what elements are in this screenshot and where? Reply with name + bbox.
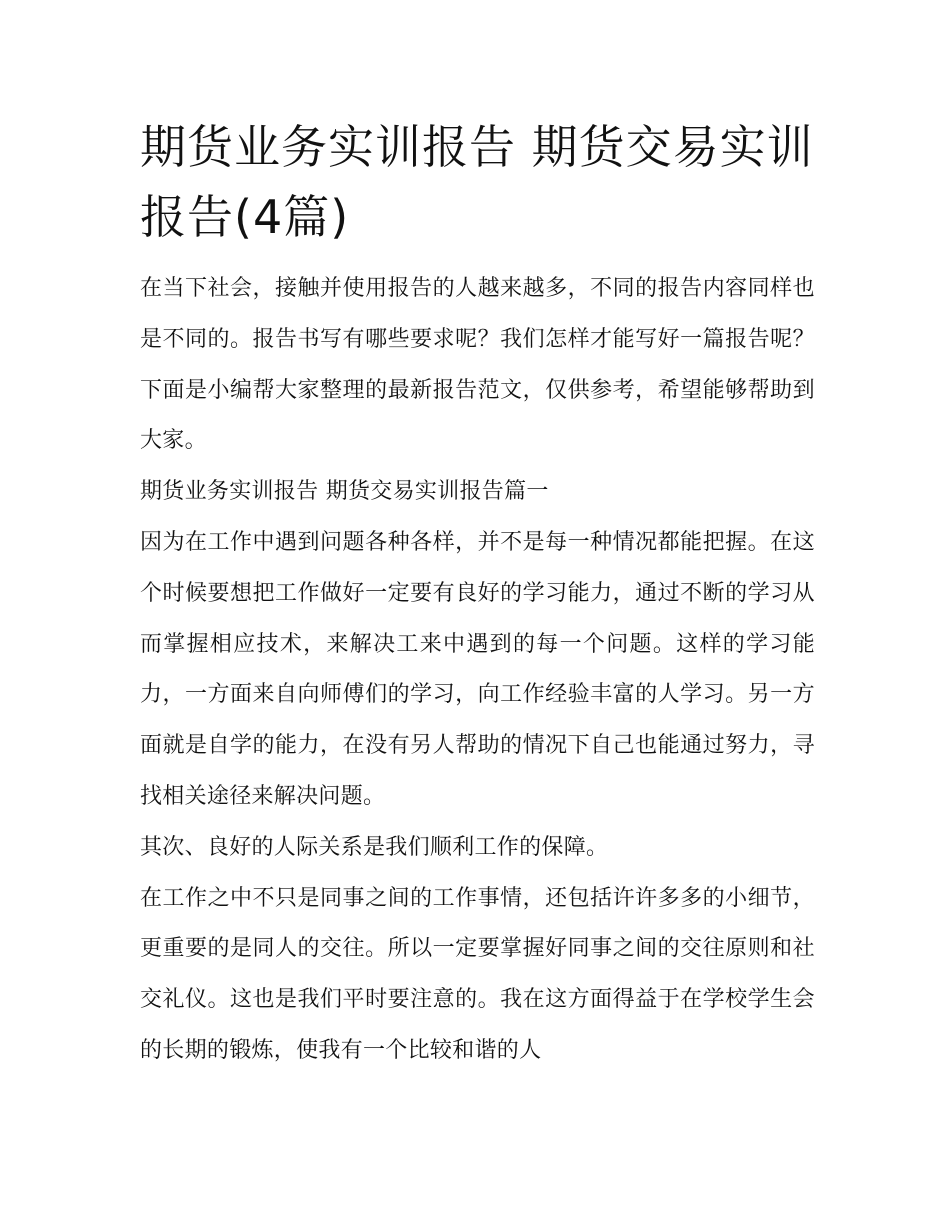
paragraph-learning-ability: 因为在工作中遇到问题各种各样，并不是每一种情况都能把握。在这个时候要想把工作做好一定要有良好的学习能力，通过不断的学习从而掌握相应技术，来解决工来中遇到的每一个问题。这样的学习能力，一方面来自向师傅们的学习，向工作经验丰富的人学习。另一方面就是自学的能力，在没有另人帮助的情况下自己也能通过努力，寻找相关途径来解决问题。: [140, 529, 815, 809]
document-title: 期货业务实训报告 期货交易实训报告(4篇): [140, 120, 814, 244]
paragraph-relationships: 其次、良好的人际关系是我们顺利工作的保障。: [140, 834, 609, 860]
paragraph-social-etiquette: 在工作之中不只是同事之间的工作事情，还包括许许多多的小细节，更重要的是同人的交往。所以一定要掌握好同事之间的交往原则和社交礼仪。这也是我们平时要注意的。我在这方面得益于在学校学生会的长期的锻炼，使我有一个比较和谐的人: [140, 885, 815, 1063]
document-body: [140, 112, 815, 1077]
section-heading: 期货业务实训报告 期货交易实训报告篇一: [140, 479, 549, 505]
paragraph-intro: 在当下社会，接触并使用报告的人越来越多，不同的报告内容同样也是不同的。报告书写有哪些要求呢？我们怎样才能写好一篇报告呢？下面是小编帮大家整理的最新报告范文，仅供参考，希望能够帮助到大家。: [140, 276, 815, 454]
